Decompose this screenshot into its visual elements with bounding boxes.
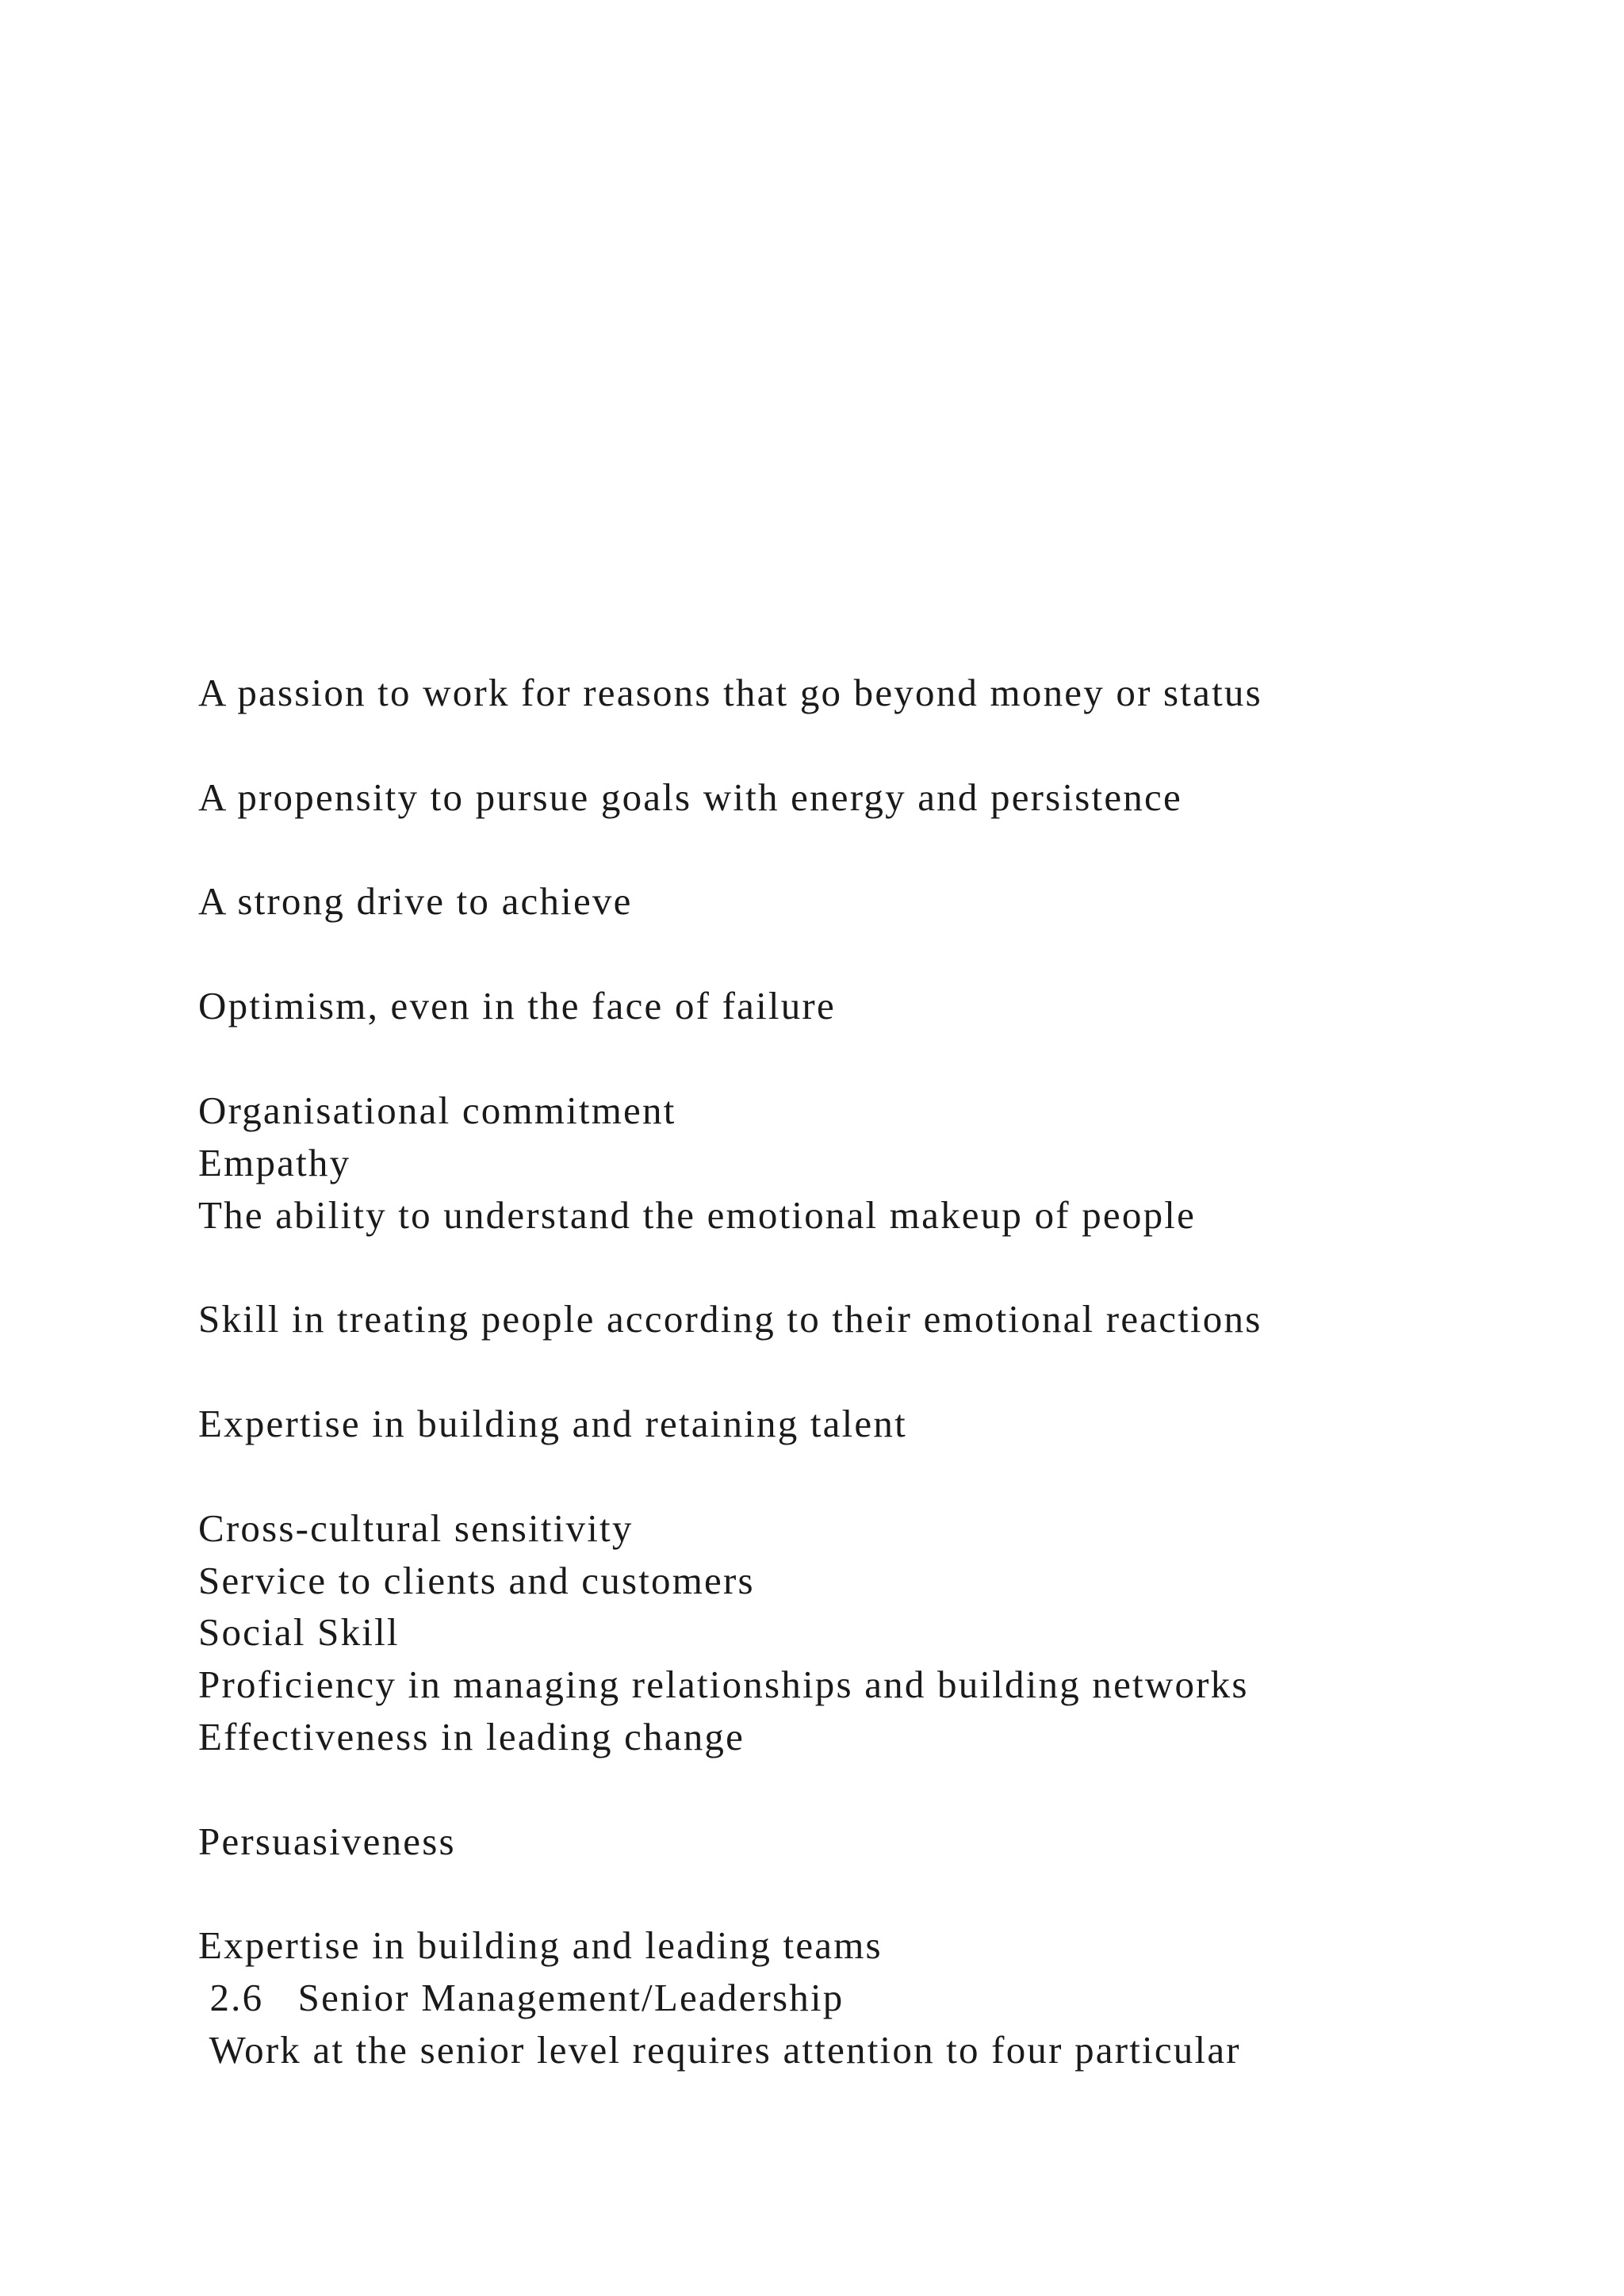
text-line: The ability to understand the emotional makeup of people: [198, 1193, 1197, 1237]
text-line: Work at the senior level requires attention to four particular: [198, 2028, 1241, 2072]
text-line: Organisational commitment: [198, 1089, 676, 1132]
text-line: Cross-cultural sensitivity: [198, 1506, 634, 1550]
text-line: Empathy: [198, 1141, 351, 1184]
text-line: Proficiency in managing relationships and building networks: [198, 1663, 1249, 1706]
text-line: Social Skill: [198, 1610, 400, 1654]
text-line: Optimism, even in the face of failure: [198, 984, 836, 1027]
text-line: A strong drive to achieve: [198, 879, 633, 923]
text-line: Service to clients and customers: [198, 1559, 755, 1602]
text-line: Expertise in building and leading teams: [198, 1923, 883, 1967]
text-line: Effectiveness in leading change: [198, 1715, 745, 1758]
text-line: A propensity to pursue goals with energy and persistence: [198, 775, 1182, 819]
text-line: A passion to work for reasons that go beyond money or status: [198, 671, 1262, 714]
section-heading: 2.6 Senior Management/Leadership: [198, 1976, 845, 2019]
text-line: Expertise in building and retaining talent: [198, 1402, 907, 1445]
text-line: Skill in treating people according to their emotional reactions: [198, 1297, 1262, 1341]
text-line: Persuasiveness: [198, 1820, 456, 1863]
